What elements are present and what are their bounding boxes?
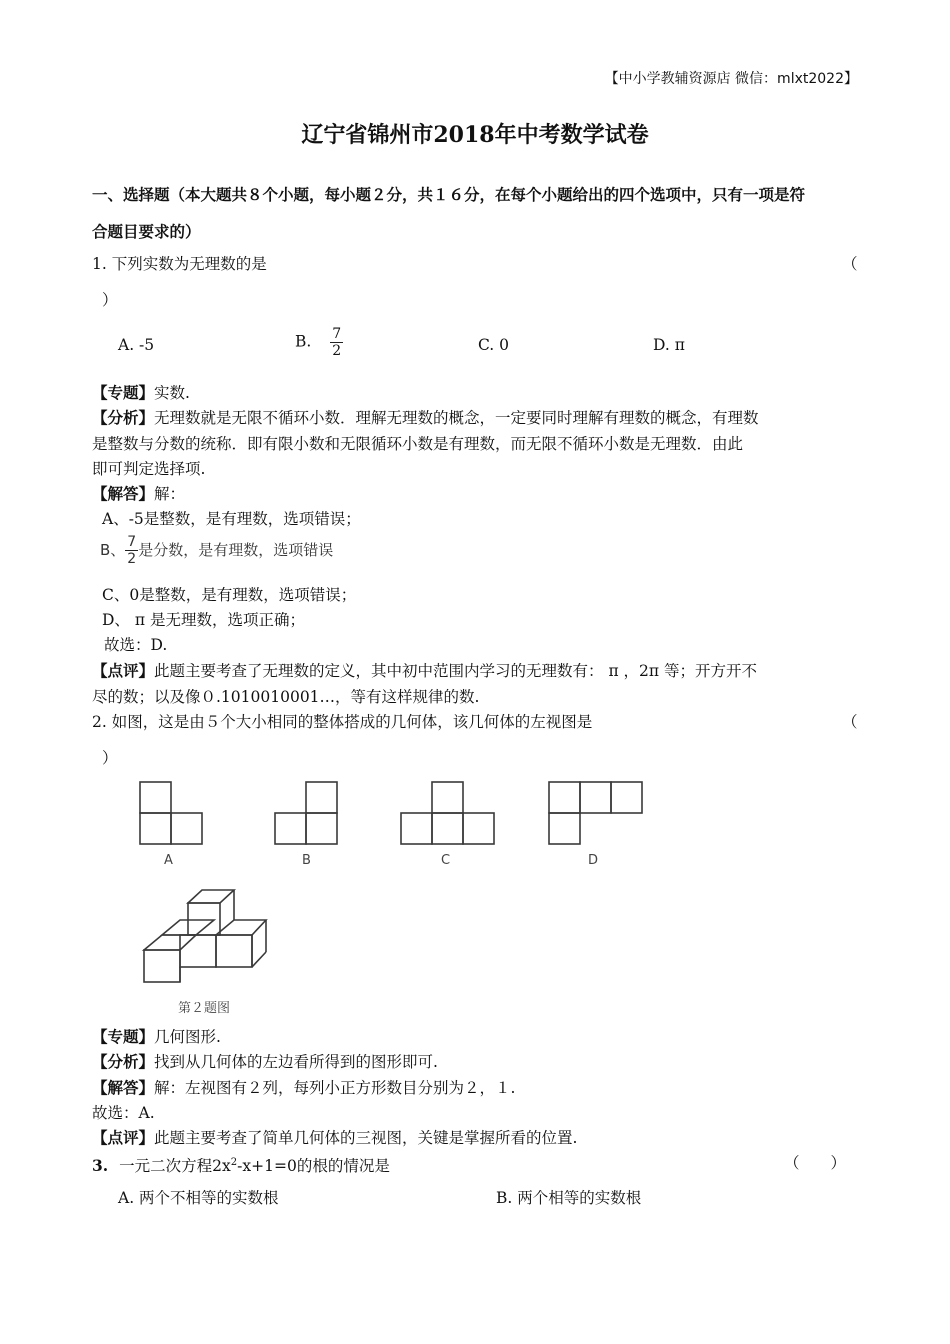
q1-option-b-denominator: 2 bbox=[332, 343, 342, 359]
q3-paren: （ ） bbox=[784, 1154, 847, 1172]
q3-stem bbox=[92, 1153, 390, 1176]
q1-answer-a: A、-5是整数，是有理数，选项错误； bbox=[102, 510, 361, 528]
q2-comment bbox=[92, 1128, 577, 1148]
q2-label-d: D bbox=[588, 853, 599, 868]
q2-answer-text: 解：左视图有２列，每列小正方形数目分别为２，１. bbox=[154, 1079, 516, 1097]
q2-figure-a bbox=[140, 782, 202, 844]
q1-answer-c: C、0是整数，是有理数，选项错误； bbox=[102, 586, 357, 604]
q1-answer-intro: 解： bbox=[154, 485, 186, 503]
q1-comment-tag: 【点评】 bbox=[92, 662, 155, 680]
q2-answer bbox=[92, 1078, 515, 1098]
q1-answer-b-prefix: B、 bbox=[100, 541, 126, 559]
q1-answer-b-numerator: 7 bbox=[127, 534, 137, 550]
q3-option-b: B. 两个相等的实数根 bbox=[496, 1189, 642, 1207]
q2-label-c: C bbox=[441, 853, 451, 868]
q1-option-d: D. π bbox=[653, 336, 685, 354]
q2-figure-c bbox=[401, 782, 494, 844]
q1-stem: 1. 下列实数为无理数的是 bbox=[92, 255, 267, 273]
q2-label-a: A bbox=[164, 853, 173, 868]
q1-topic-text: 实数. bbox=[154, 384, 190, 402]
q3-number: 3. bbox=[92, 1156, 109, 1176]
q1-option-c: C. 0 bbox=[478, 336, 510, 354]
section-heading-line2: 合题目要求的） bbox=[92, 223, 201, 241]
q1-analysis-tag: 【分析】 bbox=[92, 409, 155, 427]
q3-eq-a: 2x bbox=[212, 1157, 231, 1176]
q1-answer-b-text: 是分数，是有理数，选项错误 bbox=[138, 541, 334, 559]
q1-choose: 故选：D. bbox=[104, 636, 168, 654]
q2-stem: 2. 如图，这是由５个大小相同的整体搭成的几何体，该几何体的左视图是 bbox=[92, 713, 593, 731]
q2-paren-open: （ bbox=[842, 713, 858, 731]
q1-answer-tag: 【解答】 bbox=[92, 485, 155, 503]
q1-comment-line2: 尽的数；以及像０.1010010001…，等有这样规律的数. bbox=[92, 688, 480, 706]
header-note: 【中小学教辅资源店 微信：mlxt2022】 bbox=[604, 71, 858, 87]
q1-analysis-text1: 无理数就是无限不循环小数．理解无理数的概念，一定要同时理解有理数的概念，有理数 bbox=[154, 409, 759, 427]
q2-topic-tag: 【专题】 bbox=[92, 1028, 155, 1046]
q2-analysis bbox=[92, 1052, 438, 1072]
q2-solid-figure bbox=[144, 890, 266, 982]
q2-choose: 故选：A. bbox=[92, 1104, 155, 1122]
q2-figure-caption: 第２题图 bbox=[178, 1001, 231, 1016]
q2-figure-d bbox=[549, 782, 642, 844]
q1-option-b-label: B. bbox=[295, 332, 312, 351]
q2-analysis-text: 找到从几何体的左边看所得到的图形即可. bbox=[154, 1053, 438, 1071]
q1-answer-b-denominator: 2 bbox=[127, 551, 137, 567]
q2-comment-tag: 【点评】 bbox=[92, 1129, 155, 1147]
q2-label-b: B bbox=[302, 853, 311, 868]
q1-analysis-line3: 即可判定选择项. bbox=[92, 460, 206, 478]
q2-topic-text: 几何图形. bbox=[154, 1028, 221, 1046]
q3-eq-b: -x+1=0 bbox=[237, 1157, 297, 1176]
section-heading-line1: 一、选择题（本大题共８个小题，每小题２分，共１６分，在每个小题给出的四个选项中，只有一项是符 bbox=[92, 186, 806, 204]
q2-figure-b bbox=[275, 782, 337, 844]
q3-option-a: A. 两个不相等的实数根 bbox=[118, 1189, 279, 1207]
q3-stem-post: 的根的情况是 bbox=[296, 1157, 390, 1176]
q2-analysis-tag: 【分析】 bbox=[92, 1053, 155, 1071]
q2-paren-close: ） bbox=[102, 749, 118, 767]
q2-topic bbox=[92, 1027, 221, 1047]
q1-paren-open: （ bbox=[842, 255, 858, 273]
q2-comment-text: 此题主要考查了简单几何体的三视图，关键是掌握所看的位置. bbox=[154, 1129, 578, 1147]
q1-topic-tag: 【专题】 bbox=[92, 384, 155, 402]
q1-paren-close: ） bbox=[102, 291, 118, 309]
q3-eq-exp: 2 bbox=[230, 1157, 238, 1168]
q2-answer-tag: 【解答】 bbox=[92, 1079, 155, 1097]
q1-option-a: A. -5 bbox=[118, 336, 155, 354]
q1-answer-d: D、 π 是无理数，选项正确； bbox=[102, 611, 305, 629]
q1-analysis-line2: 是整数与分数的统称．即有限小数和无限循环小数是有理数，而无限不循环小数是无理数．由此 bbox=[92, 435, 744, 453]
q1-comment-text1: 此题主要考查了无理数的定义，其中初中范围内学习的无理数有： π ，2π 等；开方开不 bbox=[154, 662, 758, 680]
q1-option-b-numerator: 7 bbox=[332, 326, 342, 342]
page-title: 辽宁省锦州市2018年中考数学试卷 bbox=[301, 122, 649, 148]
q3-stem-pre: 一元二次方程 bbox=[119, 1157, 213, 1176]
